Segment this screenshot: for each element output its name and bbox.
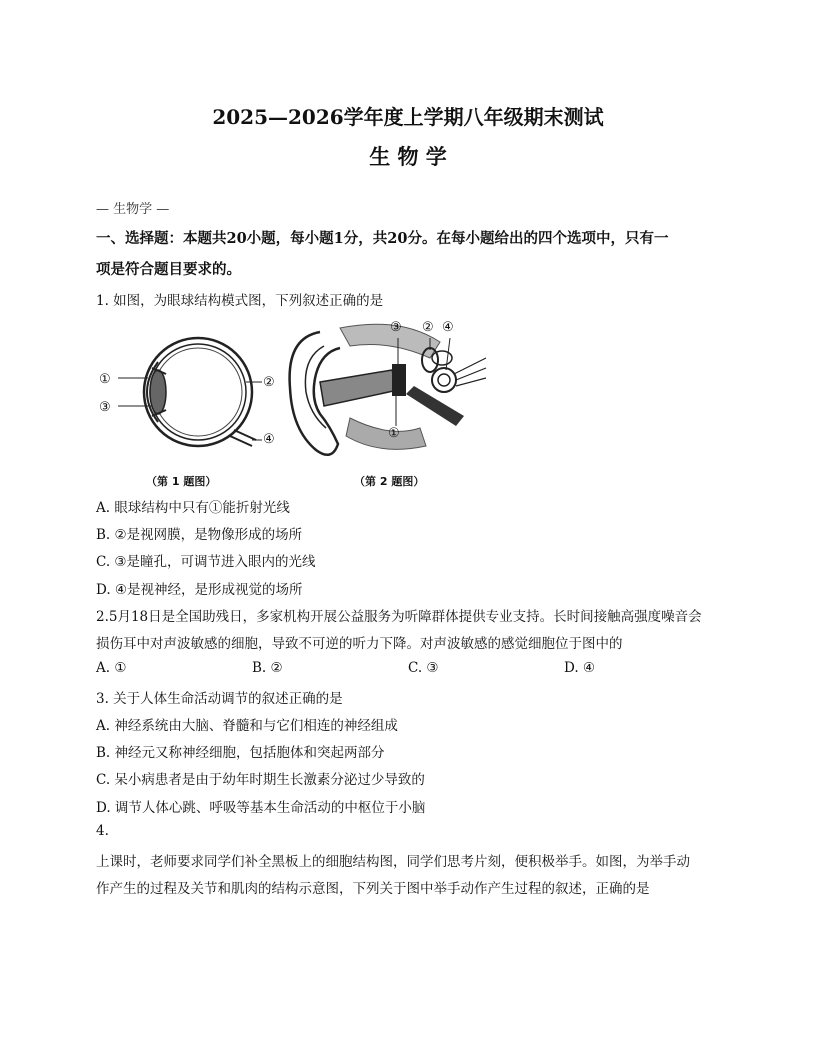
exam-title: 2025—2026学年度上学期八年级期末测试 <box>212 105 604 129</box>
fig1-caption: （第 1 题图） <box>146 475 217 488</box>
q3-option-a: A. 神经系统由大脑、脊髓和与它们相连的神经组成 <box>96 718 398 734</box>
fig2-label-2: ② <box>422 320 434 335</box>
q3-option-d: D. 调节人体心跳、呼吸等基本生命活动的中枢位于小脑 <box>96 800 426 816</box>
q2-option-a: A. ① <box>96 660 127 676</box>
section-heading-line1: 一、选择题：本题共20小题，每小题1分，共20分。在每小题给出的四个选项中，只有一 <box>96 230 669 247</box>
subject-title: 生 物 学 <box>369 144 447 169</box>
q3-option-b: B. 神经元又称神经细胞，包括胞体和突起两部分 <box>96 745 385 761</box>
fig1-label-1: ① <box>99 372 111 387</box>
subject-tag: — 生物学 — <box>96 202 170 217</box>
fig1-label-4: ④ <box>263 432 275 447</box>
fig2-label-1: ① <box>388 426 400 441</box>
q1-stem: 1. 如图，为眼球结构模式图，下列叙述正确的是 <box>96 293 384 309</box>
q1-option-a: A. 眼球结构中只有①能折射光线 <box>96 500 290 516</box>
q3-stem: 3. 关于人体生命活动调节的叙述正确的是 <box>96 691 343 707</box>
q1-option-d: D. ④是视神经，是形成视觉的场所 <box>96 582 303 598</box>
q2-option-b: B. ② <box>252 660 283 676</box>
q2-stem-line2: 损伤耳中对声波敏感的细胞，导致不可逆的听力下降。对声波敏感的感觉细胞位于图中的 <box>96 636 623 652</box>
q4-number: 4. <box>96 823 109 839</box>
fig1-label-3: ③ <box>99 400 111 415</box>
figure-ear <box>280 318 490 466</box>
q1-option-b: B. ②是视网膜，是物像形成的场所 <box>96 527 303 543</box>
q2-option-c: C. ③ <box>408 660 439 676</box>
fig2-label-3: ③ <box>390 320 402 335</box>
fig2-caption: （第 2 题图） <box>354 475 425 488</box>
q2-option-d: D. ④ <box>564 660 596 676</box>
q1-option-c: C. ③是瞳孔，可调节进入眼内的光线 <box>96 554 316 570</box>
q2-stem-line1: 2.5月18日是全国助残日，多家机构开展公益服务为听障群体提供专业支持。长时间接触高强度噪音会 <box>96 609 702 625</box>
section-heading-line2: 项是符合题目要求的。 <box>96 261 241 278</box>
q3-option-c: C. 呆小病患者是由于幼年时期生长激素分泌过少导致的 <box>96 772 425 788</box>
q4-stem-line1: 上课时，老师要求同学们补全黑板上的细胞结构图，同学们思考片刻，便积极举手。如图，为举手动 <box>96 854 690 870</box>
fig1-label-2: ② <box>263 375 275 390</box>
fig2-label-4: ④ <box>442 320 454 335</box>
q4-stem-line2: 作产生的过程及关节和肌肉的结构示意图，下列关于图中举手动作产生过程的叙述，正确的是 <box>96 881 650 897</box>
figure-eye <box>96 322 286 462</box>
